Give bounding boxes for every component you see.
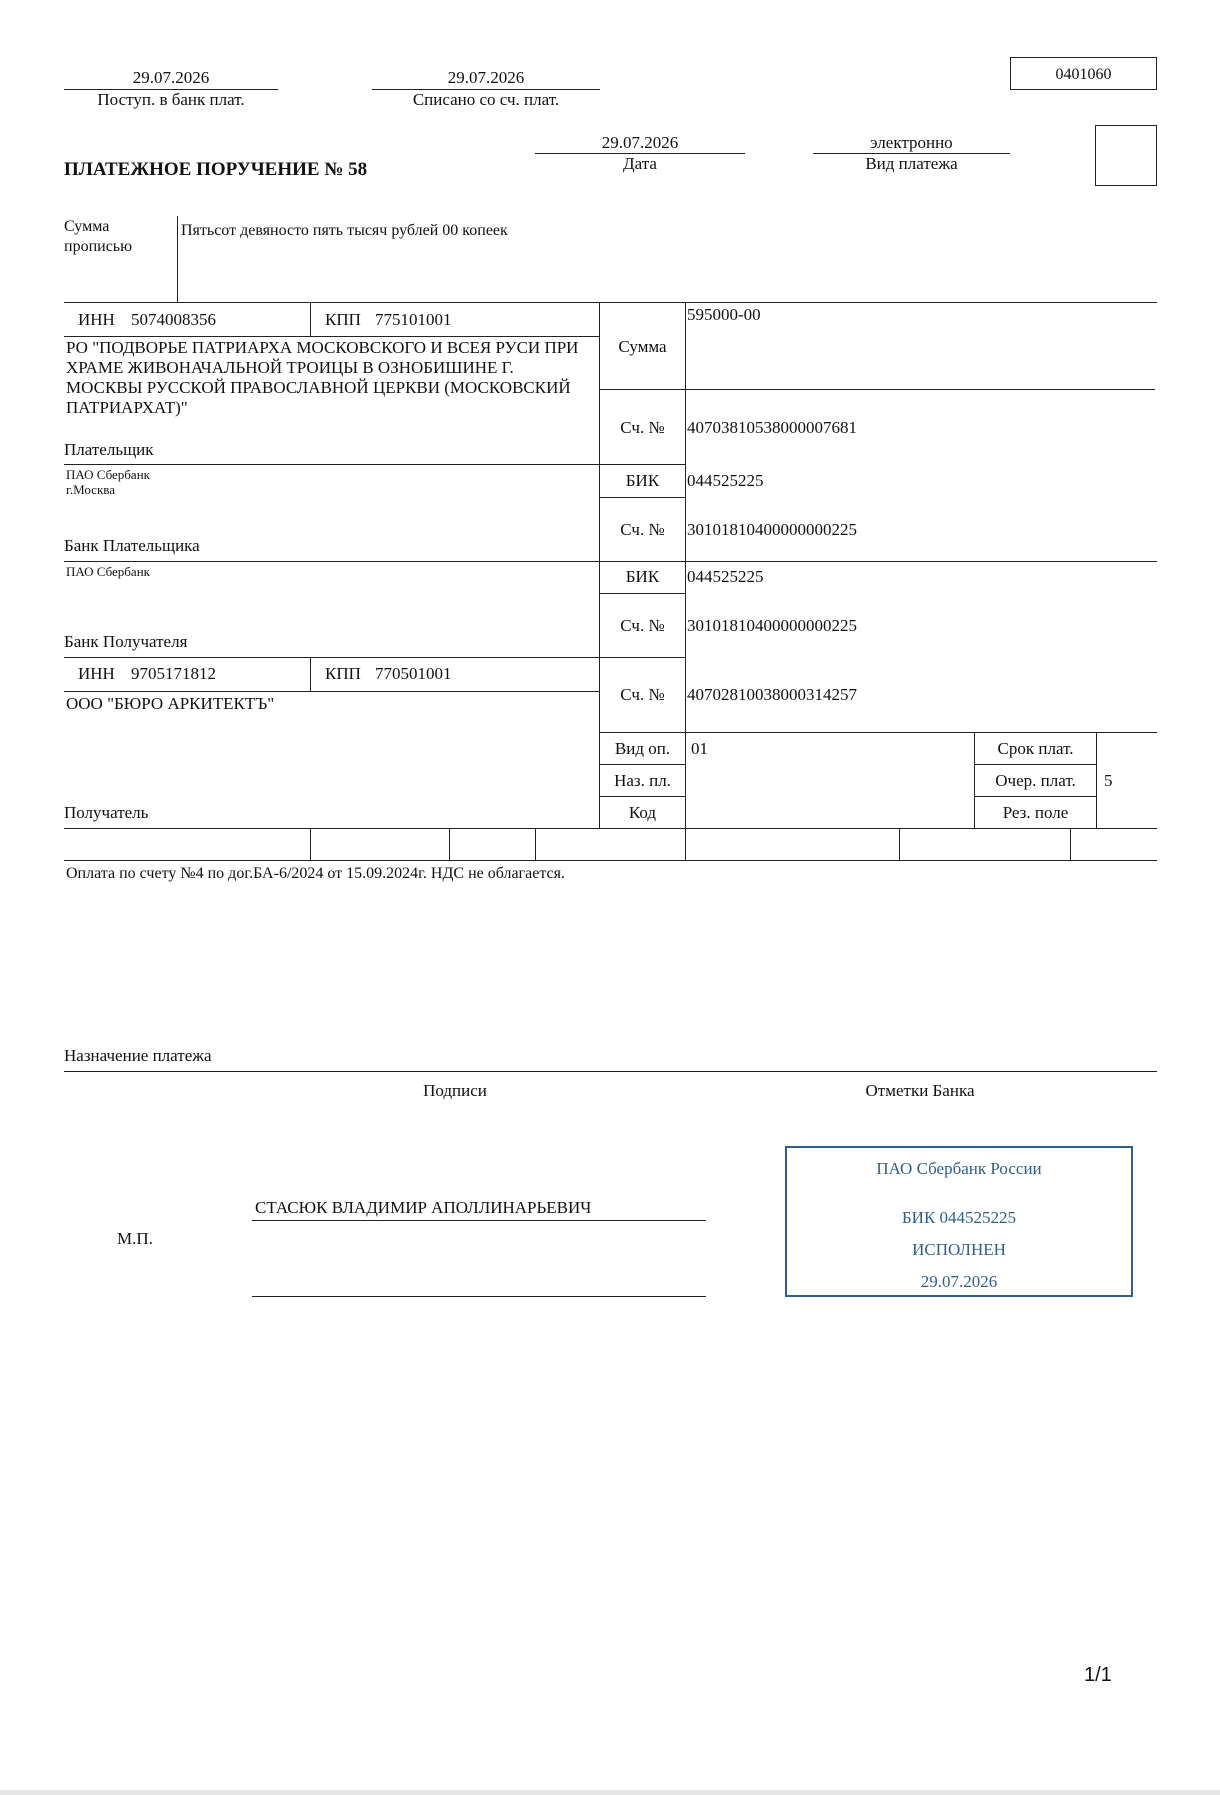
- payee-account-label: Сч. №: [620, 685, 665, 704]
- divider: [974, 796, 1096, 797]
- sum-label: Сумма: [618, 337, 667, 356]
- date-label: Дата: [623, 154, 657, 173]
- payer-kpp: 775101001: [375, 310, 452, 329]
- payee-label: Получатель: [64, 803, 149, 822]
- divider: [64, 1071, 1157, 1072]
- divider: [64, 691, 599, 692]
- divider: [535, 828, 536, 860]
- payer-bank-name: ПАО Сбербанк: [66, 467, 150, 482]
- bank-marks-label: Отметки Банка: [865, 1081, 975, 1100]
- payee-bank-label: Банк Получателя: [64, 632, 188, 651]
- payer-kpp-label: КПП: [325, 310, 361, 329]
- divider: [64, 561, 1157, 562]
- divider: [310, 657, 311, 691]
- payee-kpp: 770501001: [375, 664, 452, 683]
- empty-code-box: [1095, 125, 1157, 186]
- received-label: Поступ. в банк плат.: [97, 90, 245, 109]
- payer-bank-account: 30101810400000000225: [687, 520, 857, 539]
- payer-inn: 5074008356: [131, 310, 216, 329]
- vid-op-label: Вид оп.: [614, 739, 671, 758]
- divider: [685, 302, 686, 860]
- form-code: 0401060: [1055, 66, 1112, 83]
- divider: [599, 593, 685, 594]
- document-date: 29.07.2026: [601, 133, 679, 152]
- signer-name: СТАСЮК ВЛАДИМИР АПОЛЛИНАРЬЕВИЧ: [255, 1198, 592, 1217]
- divider: [599, 796, 685, 797]
- payee-account: 40702810038000314257: [687, 685, 857, 704]
- stamp-bank: ПАО Сбербанк России: [876, 1159, 1042, 1178]
- debited-label: Списано со сч. плат.: [412, 90, 560, 109]
- viewer-bottom-bar: [0, 1790, 1220, 1795]
- payer-account: 40703810538000007681: [687, 418, 857, 437]
- payer-bank-account-label: Сч. №: [620, 520, 665, 539]
- ocher-value: 5: [1104, 771, 1113, 790]
- document-title: ПЛАТЕЖНОЕ ПОРУЧЕНИЕ № 58: [64, 159, 368, 180]
- vid-op: 01: [691, 739, 708, 758]
- signature-line: [252, 1220, 706, 1221]
- divider: [310, 302, 311, 336]
- naz-pl-label: Наз. пл.: [614, 771, 671, 790]
- payer-name-line: ПАТРИАРХАТ)": [66, 398, 188, 417]
- divider: [1096, 732, 1097, 828]
- payee-bank-name: ПАО Сбербанк: [66, 564, 150, 579]
- payee-bik: 044525225: [687, 567, 764, 586]
- payee-bank-account: 30101810400000000225: [687, 616, 857, 635]
- payer-name-line: РО "ПОДВОРЬЕ ПАТРИАРХА МОСКОВСКОГО И ВСЕЯ РУСИ ПРИ: [66, 338, 579, 357]
- divider: [64, 336, 599, 337]
- signatures-label: Подписи: [423, 1081, 487, 1100]
- amount-words: Пятьсот девяносто пять тысяч рублей 00 копеек: [181, 222, 508, 239]
- payer-bik-label: БИК: [625, 471, 660, 490]
- divider: [64, 657, 685, 658]
- payee-inn: 9705171812: [131, 664, 216, 683]
- sum-value: 595000-00: [687, 305, 761, 324]
- divider: [64, 828, 1157, 829]
- divider: [1070, 828, 1071, 860]
- divider: [599, 732, 1157, 733]
- payee-bank-account-label: Сч. №: [620, 616, 665, 635]
- amount-words-label: Сумма: [64, 218, 110, 235]
- divider: [599, 497, 685, 498]
- payer-bank-city: г.Москва: [66, 482, 115, 497]
- payee-name: ООО "БЮРО АРКИТЕКТЪ": [66, 694, 275, 713]
- payee-bik-label: БИК: [625, 567, 660, 586]
- received-date: 29.07.2026: [132, 68, 210, 87]
- srok-label: Срок плат.: [997, 739, 1074, 758]
- purpose-label: Назначение платежа: [64, 1046, 212, 1065]
- payment-type-label: Вид платежа: [865, 154, 958, 173]
- stamp-bik: БИК 044525225: [901, 1208, 1017, 1227]
- page-number: 1/1: [1084, 1664, 1112, 1686]
- divider: [685, 389, 1155, 390]
- divider: [177, 216, 178, 302]
- payee-inn-label: ИНН: [78, 664, 115, 683]
- payer-name-line: МОСКВЫ РУССКОЙ ПРАВОСЛАВНОЙ ЦЕРКВИ (МОСКОВСКИЙ: [66, 378, 571, 397]
- payment-purpose: Оплата по счету №4 по дог.БА-6/2024 от 15.09.2024г. НДС не облагается.: [66, 865, 565, 882]
- divider: [974, 764, 1096, 765]
- payer-bank-label: Банк Плательщика: [64, 536, 200, 555]
- signature-line: [252, 1296, 706, 1297]
- stamp-date: 29.07.2026: [920, 1272, 998, 1291]
- payee-kpp-label: КПП: [325, 664, 361, 683]
- stamp-status: ИСПОЛНЕН: [912, 1240, 1006, 1259]
- kod-label: Код: [628, 803, 657, 822]
- divider: [64, 860, 1157, 861]
- divider: [449, 828, 450, 860]
- payment-type: электронно: [870, 133, 953, 152]
- payer-account-label: Сч. №: [620, 418, 665, 437]
- divider: [310, 828, 311, 860]
- payer-inn-label: ИНН: [78, 310, 115, 329]
- payer-name-line: ХРАМЕ ЖИВОНАЧАЛЬНОЙ ТРОИЦЫ В ОЗНОБИШИНЕ Г.: [66, 358, 514, 377]
- amount-words-label-2: прописью: [64, 238, 133, 255]
- payer-label: Плательщик: [64, 440, 154, 459]
- divider: [64, 302, 1157, 303]
- divider: [899, 828, 900, 860]
- divider: [599, 389, 685, 390]
- bank-stamp: [785, 1146, 1133, 1297]
- mp-label: М.П.: [117, 1229, 153, 1248]
- rez-label: Рез. поле: [1002, 803, 1069, 822]
- divider: [599, 764, 685, 765]
- ocher-label: Очер. плат.: [995, 771, 1076, 790]
- payer-bik: 044525225: [687, 471, 764, 490]
- debited-date: 29.07.2026: [447, 68, 525, 87]
- divider: [64, 464, 685, 465]
